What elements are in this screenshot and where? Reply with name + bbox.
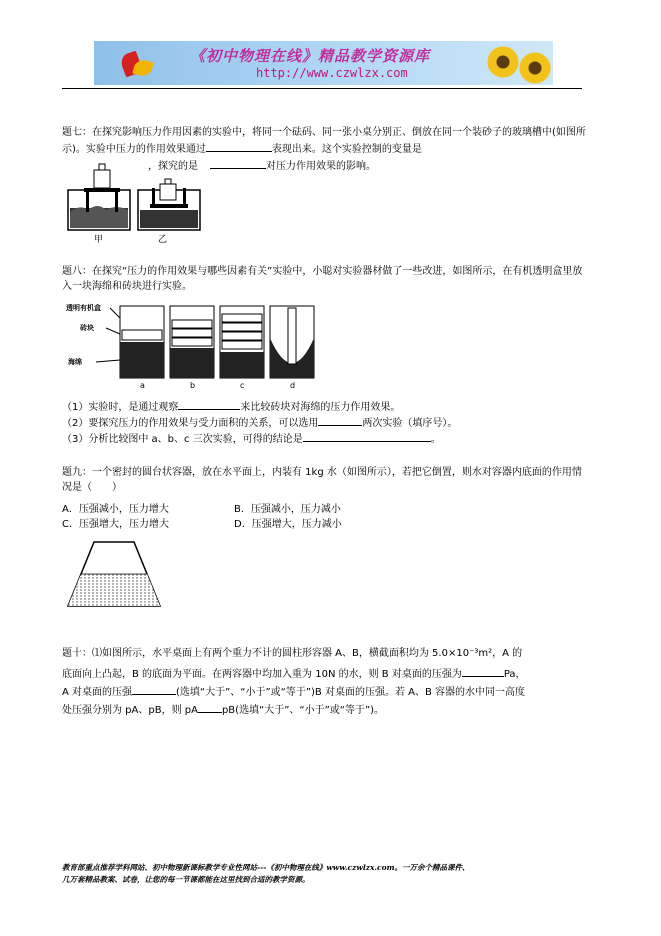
q8-sub2-text-b: 两次实验（填序号）。 (362, 418, 458, 429)
q8-sub3-text-a: （3）分析比较图中 a、b、c 三次实验，可得的结论是 (62, 434, 303, 445)
q8-sub2-text-a: （2）要探究压力的作用效果与受力面积的关系，可以选用 (62, 418, 319, 429)
q10-line-1: 题十：⑴如图所示，水平桌面上有两个重力不计的圆柱形容器 A、B，横截面积均为 5.0×10⁻³m²，A 的 (62, 648, 523, 659)
q10-blank-3[interactable] (198, 701, 222, 713)
q7-figure (66, 160, 206, 244)
q10-line-2 (62, 665, 526, 682)
q8-sub-3 (62, 430, 441, 447)
q8-fig-label-b: b (190, 381, 196, 390)
sunflower-icon (518, 51, 552, 85)
q8-fig-label-c: c (240, 381, 245, 390)
q10-blank-2[interactable] (132, 683, 176, 695)
q7-text-a: 题七：在探究影响压力作用因素的实验中，将同一个砝码、同一张小桌分别正、倒放在同一个装砂子的玻璃槽中(如图所示)。实验中压力的作用效果通过 (62, 127, 586, 155)
q8-side-label-sponge: 海绵 (68, 358, 82, 366)
q8-sub-2 (62, 414, 457, 431)
q9-option-d[interactable]: D．压强增大，压力减小 (234, 519, 342, 530)
q8-sub3-text-b: 。 (430, 434, 441, 445)
q8-side-label-box: 透明有机盒 (66, 304, 101, 312)
q10-line-4 (62, 701, 384, 718)
sunflower-icon (486, 45, 520, 79)
question-8: 题八：在探究“压力的作用效果与哪些因素有关”实验中，小聪对实验器材做了一些改进，如图所示，在有机透明盒里放入一块海绵和砖块进行实验。 (62, 266, 583, 292)
q10-line3-text-a: A 对桌面的压强 (62, 687, 133, 698)
question-9: 题九：一个密封的圆台状容器，放在水平面上，内装有 1kg 水（如图所示），若把它倒置，则水对容器内底面的作用情况是（ ） (62, 467, 582, 493)
q10-line2-text-b: Pa， (503, 669, 526, 680)
banner-title: 《初中物理在线》精品教学资源库 (190, 47, 431, 65)
q7-text-d: 对压力作用效果的影响。 (266, 161, 376, 172)
q8-sub-1 (62, 398, 400, 415)
q8-fig-label-a: a (140, 381, 145, 390)
q8-fig-label-d: d (290, 381, 296, 390)
q8-side-label-brick: 砖块 (80, 324, 94, 332)
q8-blank-2[interactable] (318, 414, 362, 426)
q8-blank-3[interactable] (303, 430, 431, 442)
q9-frustum-figure (64, 538, 164, 610)
q10-line4-text-a: 处压强分别为 pA、pB，则 pA (62, 705, 198, 716)
q10-line4-text-b: pB(选填“大于”、“小于”或“等于”)。 (221, 705, 385, 716)
q7-blank-1[interactable] (206, 140, 272, 152)
q9-option-a[interactable]: A．压强减小，压力增大 (62, 504, 169, 515)
q7-fig-label-a: 甲 (94, 235, 104, 244)
q10-line2-text-a: 底面向上凸起，B 的底面为平面。在两容器中均加入重为 10N 的水，则 B 对桌面的压强为 (62, 669, 462, 680)
header-divider (62, 88, 582, 89)
q7-text-b: 表现出来。这个实验控制的变量是 (271, 144, 422, 155)
q7-fig-label-b: 乙 (158, 235, 168, 244)
q7-blank-2[interactable] (210, 157, 266, 169)
footer-line-1: 教育部重点推荐学科网站、初中物理新课标教学专业性网站---《初中物理在线》www.czwlzx.com。一万余个精品课件、 (62, 863, 470, 872)
q8-sub1-text-b: 来比较砖块对海绵的压力作用效果。 (240, 402, 401, 413)
q8-figure (66, 298, 316, 390)
q10-blank-1[interactable] (462, 665, 504, 677)
q9-option-c[interactable]: C．压强增大，压力增大 (62, 519, 169, 530)
q8-sub1-text-a: （1）实验时，是通过观察 (62, 402, 179, 413)
banner-url: http://www.czwlzx.com (256, 66, 408, 80)
page-footer (62, 862, 602, 886)
q10-line-3 (62, 683, 525, 700)
footer-line-2: 几万套精品教案、试卷，让您的每一节课都能在这里找到合适的教学资源。 (62, 875, 310, 884)
header-banner (94, 41, 553, 85)
q10-line3-text-b: (选填“大于”、“小于”或“等于”)B 对桌面的压强。若 A、B 容器的水中同一高度 (176, 687, 526, 698)
q7-text-c: ，探究的是 (148, 161, 198, 172)
q8-blank-1[interactable] (178, 398, 240, 410)
q9-option-b[interactable]: B．压强减小，压力减小 (234, 504, 341, 515)
